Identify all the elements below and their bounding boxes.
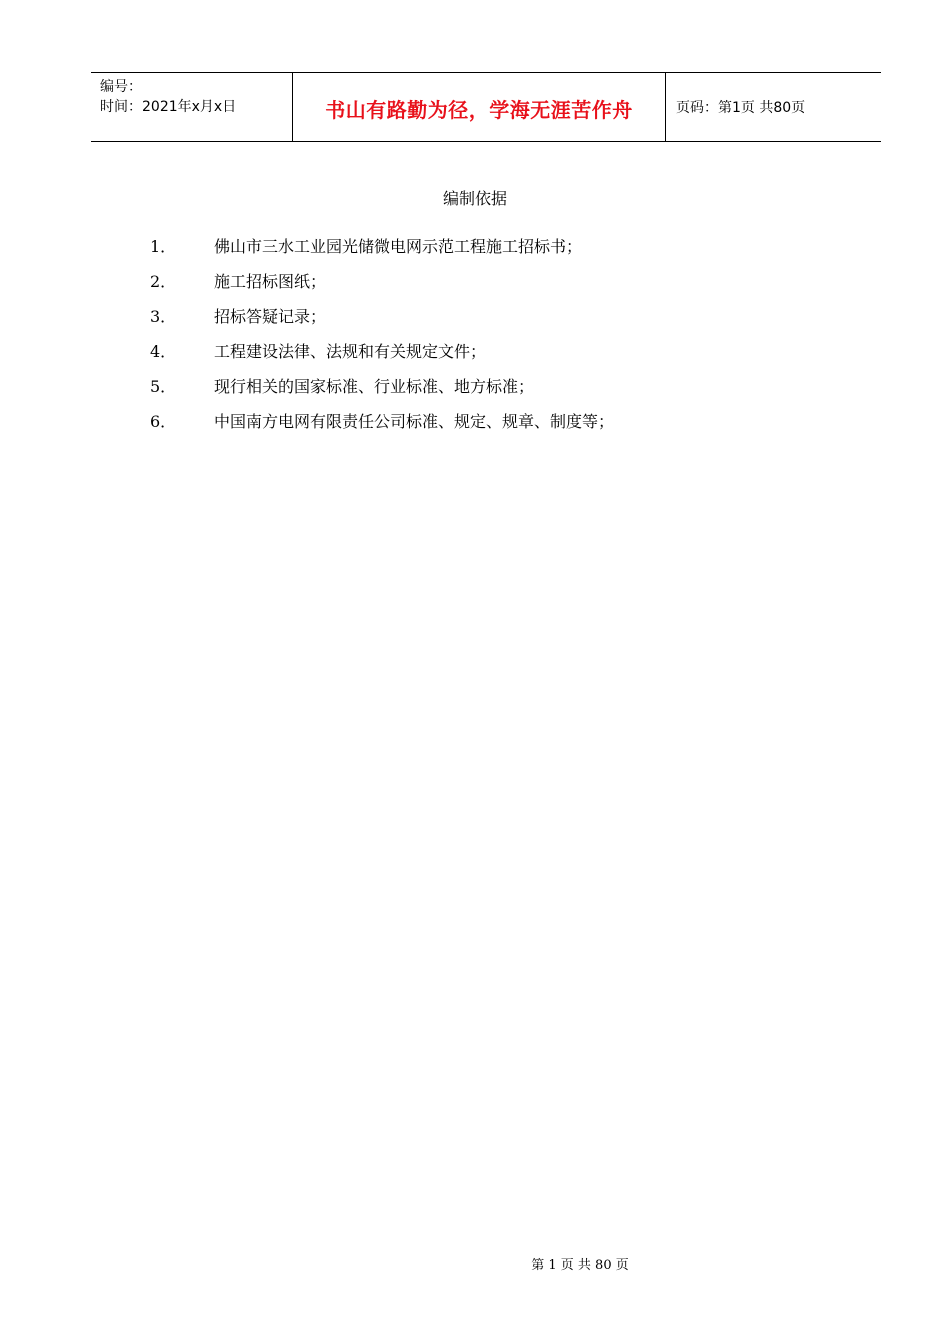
list-item-number: 4． bbox=[150, 342, 177, 361]
header-page-cell bbox=[666, 73, 881, 141]
header-meta-cell bbox=[91, 73, 293, 141]
list-item-number: 1． bbox=[150, 237, 177, 256]
list-item-text: 施工招标图纸； bbox=[214, 272, 327, 291]
header-motto-cell bbox=[293, 73, 666, 141]
list-item bbox=[150, 263, 614, 298]
list-item bbox=[150, 403, 614, 438]
list-item bbox=[150, 368, 614, 403]
list-item-number: 6． bbox=[150, 412, 177, 431]
list-item bbox=[150, 228, 614, 263]
time-label: 时间：2021年x月x日 bbox=[100, 99, 237, 115]
list-item-text: 工程建设法律、法规和有关规定文件； bbox=[214, 342, 487, 361]
list-item-number: 2． bbox=[150, 272, 177, 291]
list-item-text: 佛山市三水工业园光储微电网示范工程施工招标书； bbox=[214, 237, 583, 256]
list-item-text: 现行相关的国家标准、行业标准、地方标准； bbox=[214, 377, 535, 396]
list-item-number: 3． bbox=[150, 307, 177, 326]
list-item-text: 招标答疑记录； bbox=[214, 307, 327, 326]
list-item-text: 中国南方电网有限责任公司标准、规定、规章、制度等； bbox=[214, 412, 615, 431]
header-page-info: 页码：第1页 共80页 bbox=[676, 100, 806, 116]
list-item-number: 5． bbox=[150, 377, 177, 396]
section-title: 编制依据 bbox=[442, 189, 507, 208]
code-label: 编号： bbox=[100, 79, 142, 95]
list-item bbox=[150, 333, 614, 368]
motto-text: 书山有路勤为径，学海无涯苦作舟 bbox=[325, 97, 633, 122]
document-header bbox=[91, 72, 881, 142]
basis-list bbox=[150, 228, 614, 438]
page-footer bbox=[0, 1254, 950, 1273]
list-item bbox=[150, 298, 614, 333]
footer-page-number: 第 1 页 共 80 页 bbox=[531, 1258, 629, 1273]
